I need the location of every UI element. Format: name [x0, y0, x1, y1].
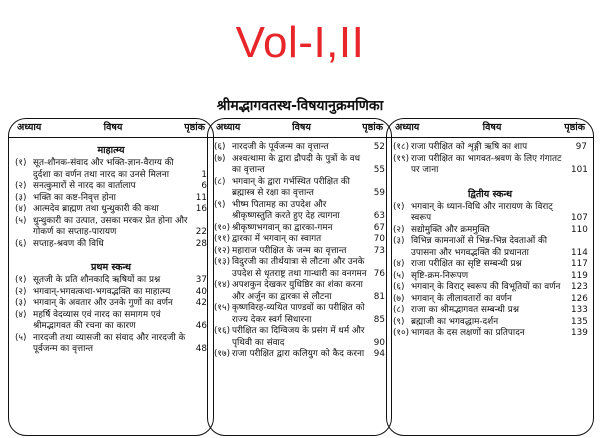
chapter-number: (७)	[214, 153, 226, 164]
chapter-title: सूतजी के प्रति शौनकादि ऋषियों का प्रश्न	[33, 275, 161, 285]
chapter-number: (१५)	[214, 303, 231, 313]
toc-entry	[393, 305, 587, 317]
chapter-title: अश्वत्थामा के द्वारा द्रौपदी के पुत्रों के वध का वृत्तान्त	[232, 153, 361, 175]
page-number: 139	[571, 328, 588, 338]
page-number: 126	[571, 293, 588, 304]
toc-column-2	[207, 118, 392, 436]
volume-badge: Vol-I,II	[235, 18, 365, 67]
toc-column-2-body	[214, 142, 385, 361]
page-number: 123	[571, 282, 588, 292]
section-title: माहात्म्य	[97, 145, 125, 156]
chapter-title: भगवान् के द्वारा गर्भस्थित परीक्षित की ब्रह्मास्त्र से रक्षा का वृत्तान्त	[232, 176, 350, 198]
page-title: श्रीमद्भागवतस्थ-विषयानुक्रमणिका	[216, 98, 384, 114]
toc-entry	[393, 317, 587, 329]
chapter-number: (११)	[214, 234, 231, 244]
chapter-number: (५)	[15, 215, 27, 226]
chapter-number: (४)	[15, 309, 27, 320]
page-number: 114	[571, 247, 588, 258]
chapter-title: नारदजी के पूर्वजन्म का वृत्तान्त	[232, 142, 329, 152]
page-number: 76	[373, 268, 385, 279]
chapter-number: (२)	[15, 286, 27, 297]
toc-entry	[214, 154, 385, 177]
chapter-title: महाराज परीक्षित के जन्म का वृत्तान्त	[232, 245, 347, 256]
page-number: 52	[373, 142, 385, 152]
chapter-title: विभिन्न कामनाओं से भिन्न-भिन्न देवताओं की उपासना और भगवद्भक्ति की प्रधानता	[411, 236, 548, 258]
chapter-title: भगवान् के ध्यान-विधि और नारायण के विराट् स्वरूप	[411, 201, 553, 223]
page-number: 1	[201, 169, 207, 180]
chapter-number: (४)	[15, 204, 27, 214]
chapter-number: (१)	[393, 201, 405, 212]
chapter-title: धुन्धुकारी का उत्पात, उसका मरकर प्रेत होना और गोकर्ण का सप्ताह-पारायण	[33, 215, 188, 237]
chapter-title: अपशकुन देखकर युधिष्ठिर का शंका करना और अर्जुन का द्वारका से लौटना	[232, 280, 363, 302]
chapter-title: राजा का श्रीमद्भागवत सम्बन्धी प्रश्न	[411, 305, 519, 315]
page-number: 40	[195, 286, 207, 297]
chapter-number: (३)	[393, 236, 405, 246]
chapter-title: राजा परीक्षित का भागवत-श्रवण के लिए गंगातट पर जाना	[411, 153, 562, 175]
chapter-title: महर्षि वेदव्यास एवं नारद का समागम एवं श्रीमद्भागवत की रचना का कारण	[33, 309, 161, 331]
page-number: 133	[571, 305, 588, 315]
chapter-title: सृष्टि-क्रम-निरूपण	[411, 270, 469, 281]
chapter-title: द्वारका में भगवान् का स्वागत	[232, 234, 322, 244]
chapter-number: (१२)	[214, 245, 231, 256]
toc-entry	[214, 223, 385, 235]
chapter-title: भक्ति का कष्ट-निवृत्त होना	[33, 192, 116, 203]
page-number: 6	[201, 181, 207, 191]
toc-column-3-body	[393, 202, 587, 340]
chapter-number: (८)	[393, 305, 405, 315]
chapter-number: (१३)	[214, 257, 231, 267]
page-number: 67	[373, 222, 385, 233]
chapter-title: भगवान् के लीलावतारों का वर्णन	[411, 293, 512, 304]
header-prishthank: पृष्ठांक	[564, 122, 585, 133]
page-number: 81	[373, 291, 385, 302]
toc-entry	[15, 333, 207, 356]
chapter-number: (३)	[15, 298, 27, 308]
chapter-number: (१८)	[393, 142, 410, 152]
toc-entry	[15, 204, 207, 216]
chapter-title: विदुरजी का तीर्थयात्रा से लौटना और उनके उपदेश से धृतराष्ट्र तथा गान्धारी का वनगमन	[232, 257, 367, 279]
section-title: द्वितीय स्कन्ध	[467, 188, 513, 200]
page-number: 117	[571, 259, 588, 269]
chapter-title: भीष्म पितामह का उपदेश और श्रीकृष्णस्तुति करते हुए देह त्यागना	[232, 199, 340, 221]
chapter-title: नारदजी तथा व्यासजी का संवाद और नारदजी के पूर्वजन्म का वृत्तान्त	[33, 332, 186, 354]
header-vishay: विषय	[103, 122, 123, 133]
toc-column-3-top	[393, 142, 587, 177]
header-vishay: विषय	[482, 122, 502, 133]
table-header	[208, 119, 391, 138]
toc-entry	[214, 177, 385, 200]
toc-entry	[214, 246, 385, 258]
chapter-number: (१६)	[214, 326, 231, 336]
chapter-number: (१४)	[214, 280, 231, 290]
header-vishay: विषय	[292, 122, 311, 133]
chapter-title: सप्ताह-श्रवण की विधि	[33, 238, 104, 249]
toc-entry	[15, 287, 207, 299]
header-adhyay: अध्याय	[216, 122, 241, 133]
toc-entry	[214, 349, 385, 361]
page-number: 107	[571, 213, 588, 223]
chapter-title: भगवान् के अवतार और उनके गुणों का वर्णन	[33, 298, 173, 308]
chapter-number: (९)	[214, 199, 226, 210]
toc-entry	[214, 200, 385, 223]
chapter-title: कृष्णविरह-व्यथित पाण्डवों का परीक्षित को राज्य देकर स्वर्ग सिधारना	[232, 303, 365, 325]
chapter-title: सनत्कुमारों से नारद का वार्तालाप	[33, 181, 136, 191]
toc-entry	[393, 282, 587, 294]
page-number: 28	[195, 238, 207, 249]
toc-entry	[393, 328, 587, 340]
toc-column-3	[386, 118, 594, 436]
chapter-number: (१)	[15, 275, 27, 285]
header-prishthank: पृष्ठांक	[184, 122, 205, 133]
toc-entry	[15, 275, 207, 287]
chapter-number: (६)	[214, 142, 226, 152]
page-number: 135	[571, 316, 588, 327]
page-number: 46	[195, 321, 207, 331]
page-number: 48	[195, 344, 207, 354]
toc-column-1-body	[15, 143, 207, 356]
chapter-title: भागवत के दस लक्षणों का प्रतिपादन	[411, 328, 525, 338]
page-number: 73	[373, 245, 385, 256]
section-title: प्रथम स्कन्ध	[91, 262, 131, 273]
toc-column-1	[8, 118, 214, 436]
toc-entry	[15, 239, 207, 251]
toc-entry	[214, 303, 385, 326]
chapter-title: भगवान् के विराट् स्वरूप की विभूतियों का वर्णन	[411, 282, 561, 292]
toc-entry	[393, 142, 587, 154]
chapter-title: परीक्षित का दिग्विजय के प्रसंग में धर्म और पृथिवी का संवाद	[232, 326, 365, 348]
page-number: 85	[373, 314, 385, 325]
chapter-title: राजा परीक्षित को शृङ्गी ऋषि का शाप	[411, 142, 528, 152]
chapter-title: सूत-शौनक-संवाद और भक्ति-ज्ञान-वैराग्य की दुर्दशा का वर्णन तथा नारद का उनसे मिलना	[33, 158, 174, 180]
page-number: 97	[575, 142, 587, 152]
page-number: 63	[373, 211, 385, 221]
chapter-number: (१०)	[393, 328, 410, 338]
toc-entry	[214, 257, 385, 280]
page-number: 11	[195, 192, 207, 203]
chapter-number: (८)	[214, 176, 226, 187]
chapter-number: (२)	[15, 181, 27, 191]
page-number: 94	[373, 349, 385, 359]
page-number: 110	[571, 224, 588, 235]
page-number: 70	[373, 234, 385, 244]
chapter-number: (९)	[393, 316, 405, 327]
chapter-title: राजा परीक्षित का सृष्टि सम्बन्धी प्रश्न	[411, 259, 522, 269]
chapter-title: आत्मदेव ब्राह्मण तथा धुन्धुकारी की कथा	[33, 204, 159, 214]
toc-entry	[393, 154, 587, 177]
chapter-title: भगवान्-भगवत्कथा-भगवद्भक्ति का माहात्म्य	[33, 286, 171, 297]
chapter-number: (१७)	[214, 349, 231, 359]
chapter-number: (५)	[393, 270, 405, 281]
toc-entry	[15, 216, 207, 239]
page-number: 42	[195, 298, 207, 308]
header-adhyay: अध्याय	[17, 122, 42, 133]
page-number: 22	[195, 227, 207, 237]
chapter-number: (१९)	[393, 153, 410, 164]
toc-entry	[393, 202, 587, 225]
chapter-title: श्रीकृष्णभगवान् का द्वारका-गमन	[232, 222, 333, 233]
chapter-number: (५)	[15, 332, 27, 343]
chapter-number: (६)	[393, 282, 405, 292]
toc-entry	[15, 193, 207, 205]
chapter-number: (१)	[15, 158, 27, 168]
toc-entry	[393, 259, 587, 271]
header-prishthank: पृष्ठांक	[362, 122, 383, 133]
toc-entry	[214, 234, 385, 246]
toc-entry	[15, 310, 207, 333]
chapter-title: राजा परीक्षित द्वारा कलियुग को कैद करना	[232, 349, 365, 359]
chapter-number: (७)	[393, 293, 405, 304]
page-number: 16	[195, 204, 207, 214]
toc-entry	[393, 225, 587, 237]
table-header	[9, 119, 213, 138]
toc-entry	[393, 294, 587, 306]
toc-entry	[15, 298, 207, 310]
toc-entry	[214, 326, 385, 349]
chapter-number: (४)	[393, 259, 405, 269]
toc-entry	[214, 142, 385, 154]
toc-entry	[214, 280, 385, 303]
page-number: 90	[373, 337, 385, 348]
toc-entry	[15, 158, 207, 181]
page-number: 101	[571, 165, 588, 175]
toc-entry	[393, 271, 587, 283]
chapter-title: सद्योमुक्ति और क्रममुक्ति	[411, 224, 490, 235]
chapter-title: ब्रह्माजी का भगवद्धाम-दर्शन	[411, 316, 499, 327]
page-number: 37	[195, 275, 207, 285]
page-number: 119	[571, 270, 588, 281]
header-adhyay: अध्याय	[395, 122, 420, 133]
chapter-number: (६)	[15, 238, 27, 249]
table-header	[387, 119, 593, 138]
page-number: 55	[373, 165, 385, 175]
chapter-number: (१०)	[214, 222, 231, 233]
toc-entry	[393, 236, 587, 259]
chapter-number: (२)	[393, 224, 405, 235]
toc-entry	[15, 181, 207, 193]
page-number: 59	[373, 188, 385, 198]
chapter-number: (३)	[15, 192, 27, 203]
